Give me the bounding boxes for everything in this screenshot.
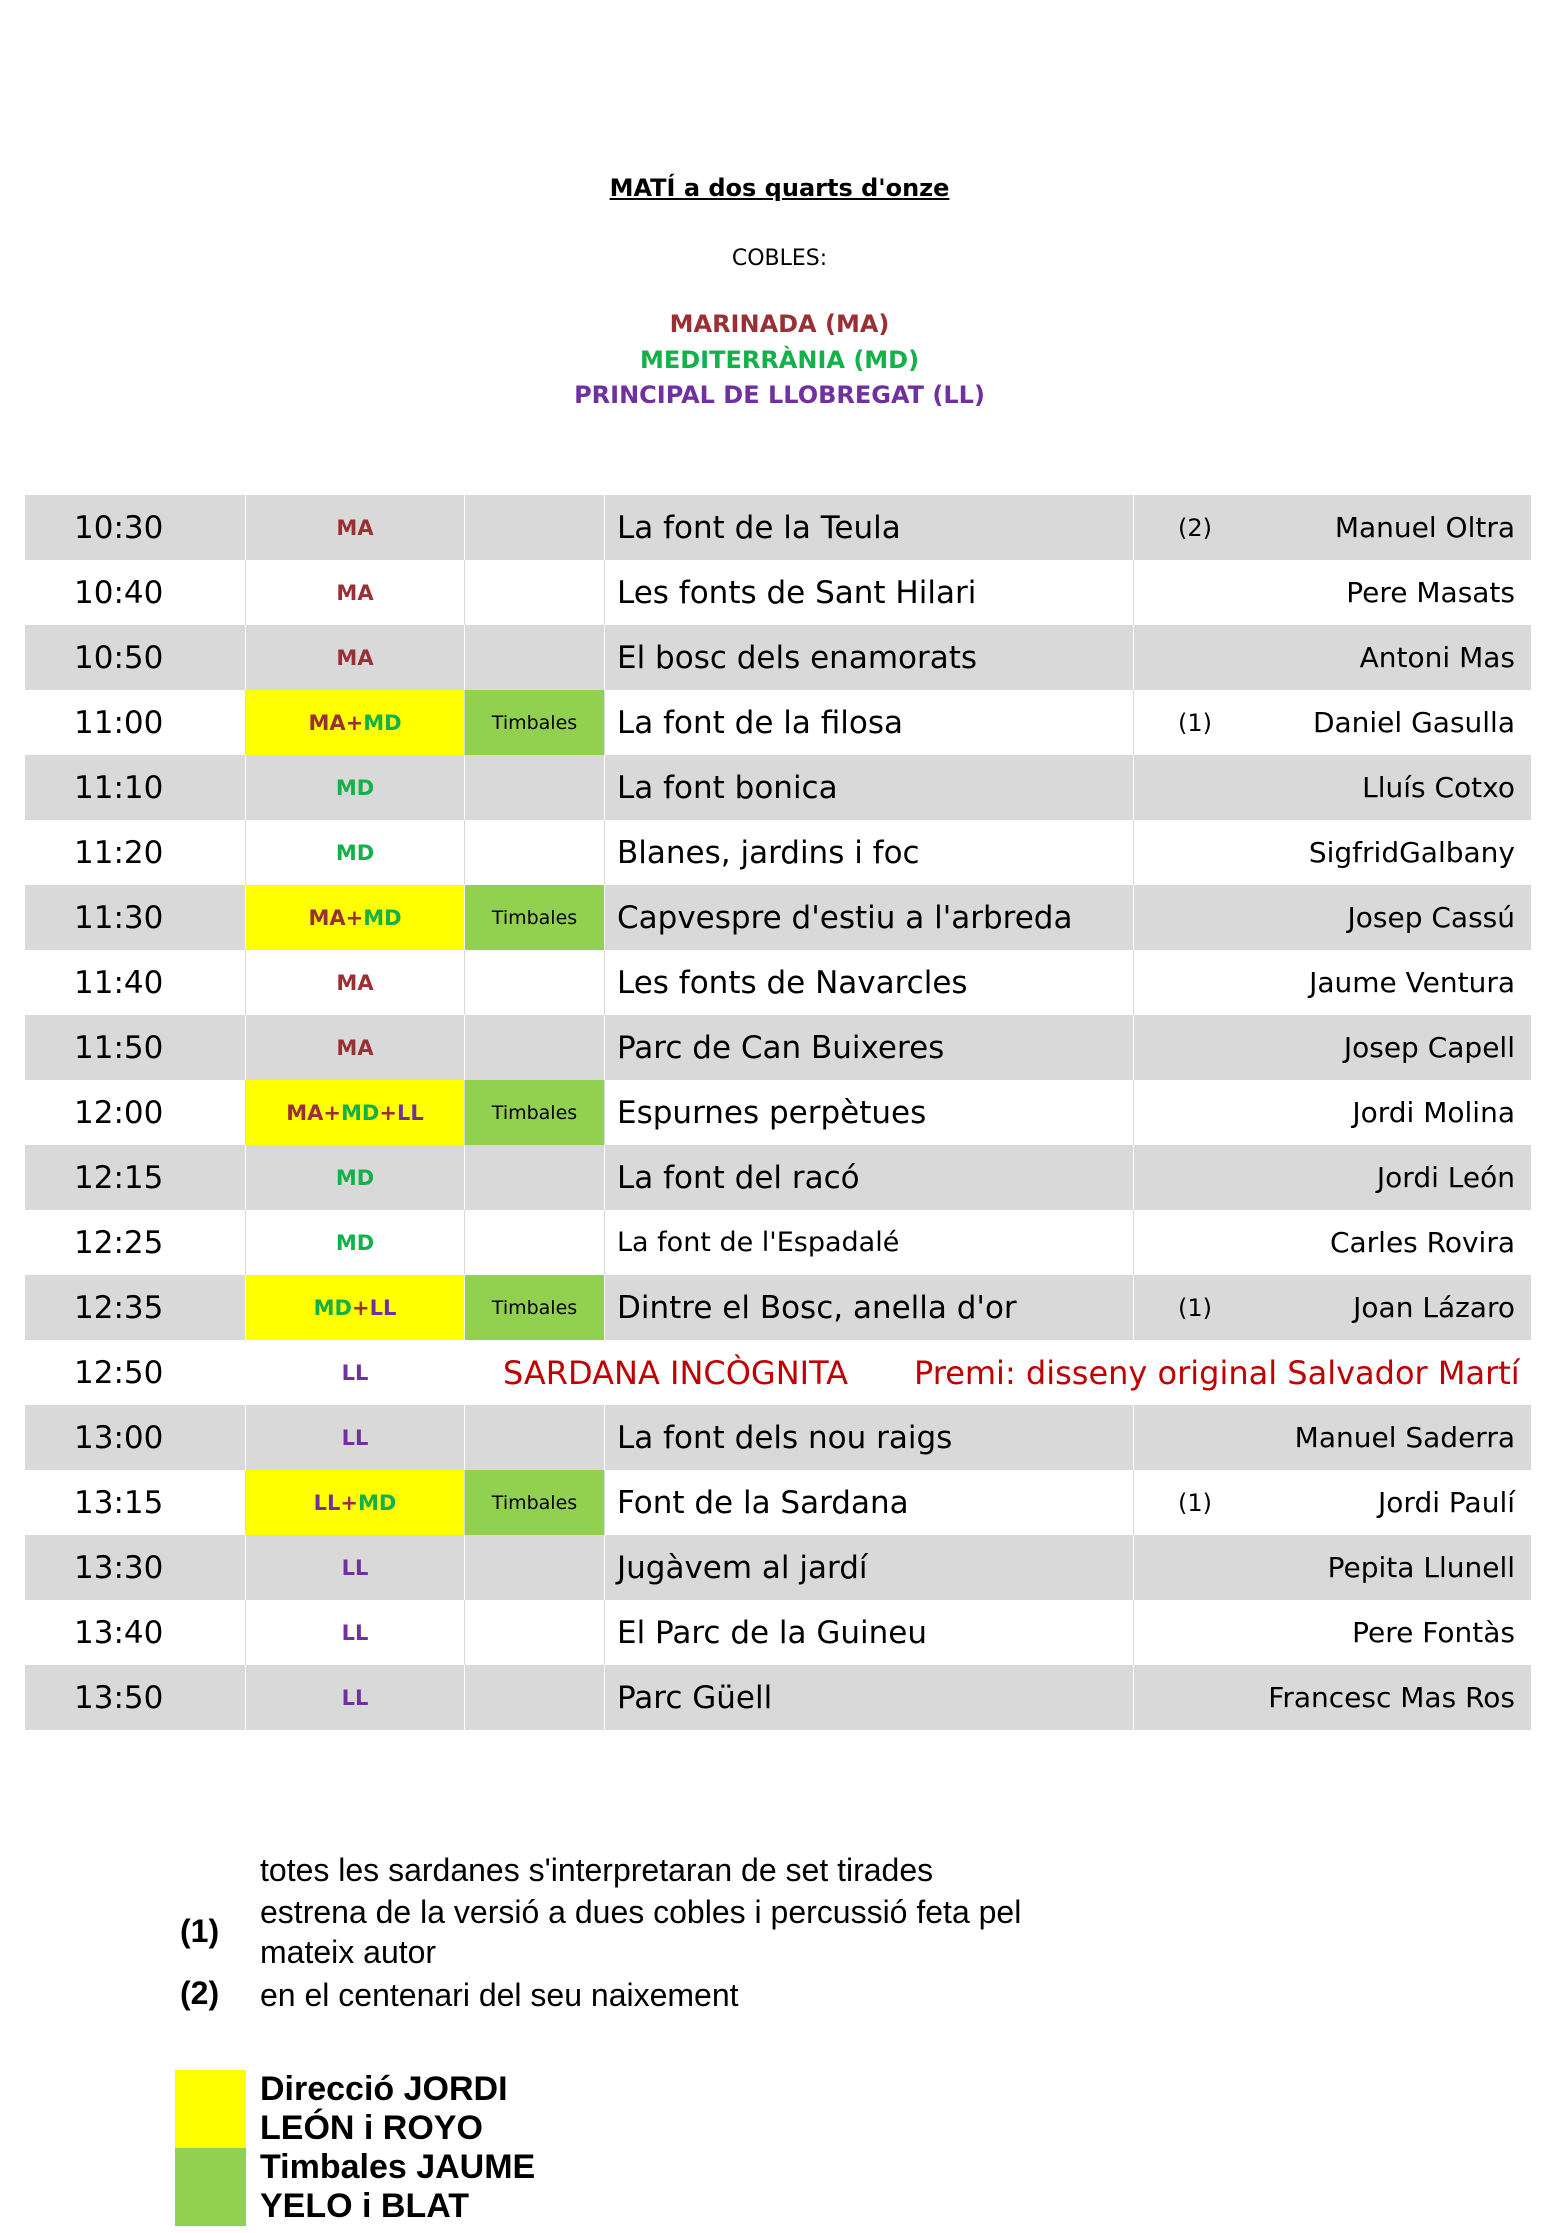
row-cobla: MD [335,1165,375,1190]
row-time: 13:40 [74,1614,164,1651]
cobles-label: COBLES: [731,246,828,271]
row-title: La font del racó [617,1159,860,1196]
row-composer: Pere Masats [1346,576,1515,609]
row-composer: Joan Lázaro [1353,1291,1515,1324]
coble-principal-llobregat: PRINCIPAL DE LLOBREGAT (LL) [574,381,985,409]
row-time: 11:50 [74,1029,164,1066]
table-row [25,1535,1531,1600]
program-table [25,495,1531,1730]
footnote-1-line-1: estrena de la versió a dues cobles i percussió feta pel [260,1894,1022,1930]
row-time: 11:20 [74,834,164,871]
table-row [25,625,1531,690]
row-cobla: MD [335,1230,375,1255]
row-title: El bosc dels enamorats [617,639,978,676]
row-composer: Jordi Molina [1352,1096,1515,1129]
row-timbales: Timbales [465,690,604,755]
row-note: (2) [1178,513,1212,542]
page-title: MATÍ a dos quarts d'onze [609,174,950,202]
row-title: Blanes, jardins i foc [617,834,920,871]
table-row [25,1600,1531,1665]
row-time: 10:30 [74,509,164,546]
row-cobla: MA + MD + LL [246,1080,464,1145]
row-cobla: MA [336,515,374,540]
table-row [25,1405,1531,1470]
row-cobla: MA [336,1035,374,1060]
row-cobla: LL [341,1620,369,1645]
row-sardana-incognita: SARDANA INCÒGNITA [503,1353,849,1392]
table-row [25,690,1531,755]
row-composer: Daniel Gasulla [1312,706,1515,739]
legend-swatch-yellow [175,2070,246,2148]
row-time: 10:40 [74,574,164,611]
table-row [25,755,1531,820]
row-timbales: Timbales [465,1080,604,1145]
row-time: 11:30 [74,899,164,936]
row-title: El Parc de la Guineu [617,1614,928,1651]
footnote-2-line-1: en el centenari del seu naixement [260,1977,739,2013]
row-title: Les fonts de Navarcles [617,964,968,1001]
row-composer: Francesc Mas Ros [1268,1681,1515,1714]
row-title: La font de la Teula [617,509,901,546]
row-timbales: Timbales [465,885,604,950]
row-title: Parc Güell [617,1679,773,1716]
row-time: 13:00 [74,1419,164,1456]
row-cobla: MD + LL [246,1275,464,1340]
row-composer: Manuel Saderra [1294,1421,1515,1454]
legend-yellow-line-2: LEÓN i ROYO [260,2109,483,2147]
row-time: 12:50 [74,1354,164,1391]
row-time: 10:50 [74,639,164,676]
table-row [25,1080,1531,1145]
table-row [25,1210,1531,1275]
footnote-general: totes les sardanes s'interpretaran de set tirades [260,1852,934,1888]
legend-swatch-green [175,2148,246,2226]
row-composer: Jordi León [1376,1161,1515,1194]
row-timbales: Timbales [465,1470,604,1535]
row-prize: Premi: disseny original Salvador Martí [914,1353,1520,1392]
table-row [25,820,1531,885]
legend-green-line-1: Timbales JAUME [260,2148,536,2186]
table-row [25,1275,1531,1340]
table-row [25,560,1531,625]
table-row [25,495,1531,560]
row-timbales: Timbales [465,1275,604,1340]
table-row [25,885,1531,950]
row-note: (1) [1178,1488,1212,1517]
row-title: La font de l'Espadalé [617,1227,900,1258]
row-title: La font de la filosa [617,704,903,741]
row-note: (1) [1178,708,1212,737]
row-title: La font dels nou raigs [617,1419,953,1456]
row-composer: Jaume Ventura [1309,966,1515,999]
row-time: 11:00 [74,704,164,741]
row-title: Jugàvem al jardí [617,1549,868,1586]
row-note: (1) [1178,1293,1212,1322]
row-title: Espurnes perpètues [617,1094,927,1131]
table-row [25,1340,1531,1405]
row-cobla: MA [336,645,374,670]
row-cobla: LL [341,1360,369,1385]
row-time: 12:35 [74,1289,164,1326]
row-title: La font bonica [617,769,838,806]
row-cobla: MA + MD [246,690,464,755]
row-cobla: MA [336,580,374,605]
row-cobla: MA [336,970,374,995]
row-composer: SigfridGalbany [1308,836,1515,869]
row-time: 13:15 [74,1484,164,1521]
table-row [25,1470,1531,1535]
row-cobla: LL [341,1555,369,1580]
row-title: Font de la Sardana [617,1484,909,1521]
row-title: Dintre el Bosc, anella d'or [617,1289,1017,1326]
row-cobla: MD [335,775,375,800]
row-cobla: LL + MD [246,1470,464,1535]
row-time: 13:50 [74,1679,164,1716]
footnote-mark-2: (2) [180,1975,220,2011]
row-cobla: LL [341,1425,369,1450]
row-time: 11:10 [74,769,164,806]
row-title: Les fonts de Sant Hilari [617,574,977,611]
row-composer: Jordi Paulí [1378,1486,1515,1519]
table-row [25,950,1531,1015]
row-time: 12:00 [74,1094,164,1131]
row-title: Parc de Can Buixeres [617,1029,945,1066]
row-composer: Josep Capell [1343,1031,1515,1064]
legend-yellow-line-1: Direcció JORDI [260,2070,508,2108]
row-composer: Pepita Llunell [1327,1551,1515,1584]
legend-green-line-2: YELO i BLAT [260,2187,470,2225]
row-cobla: MA + MD [246,885,464,950]
coble-marinada: MARINADA (MA) [669,310,890,338]
row-composer: Lluís Cotxo [1362,771,1515,804]
row-title: Capvespre d'estiu a l'arbreda [617,899,1073,936]
table-row [25,1145,1531,1210]
row-composer: Pere Fontàs [1352,1616,1515,1649]
footnote-1-line-2: mateix autor [260,1934,437,1970]
row-composer: Antoni Mas [1359,641,1515,674]
table-row [25,1665,1531,1730]
row-time: 13:30 [74,1549,164,1586]
table-row [25,1015,1531,1080]
footnote-mark-1: (1) [180,1913,220,1949]
row-composer: Josep Cassú [1347,901,1515,934]
row-cobla: MD [335,840,375,865]
row-time: 12:15 [74,1159,164,1196]
row-composer: Manuel Oltra [1334,511,1515,544]
row-cobla: LL [341,1685,369,1710]
coble-mediterrania: MEDITERRÀNIA (MD) [639,346,920,374]
row-composer: Carles Rovira [1329,1226,1515,1259]
row-time: 12:25 [74,1224,164,1261]
row-time: 11:40 [74,964,164,1001]
